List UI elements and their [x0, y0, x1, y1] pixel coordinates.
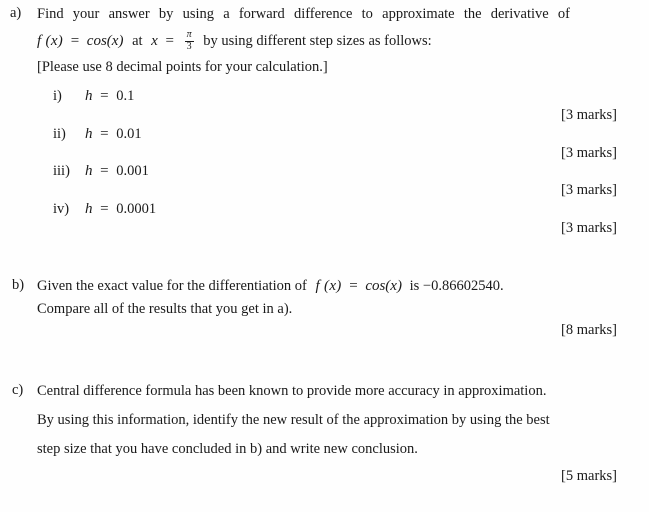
step-size-symbol: h	[85, 88, 93, 104]
sub-item-i-body	[85, 88, 134, 104]
fraction-numerator: π	[186, 29, 192, 40]
sub-item-iv-body	[85, 201, 156, 217]
marks-a-i: [3 marks]	[561, 107, 617, 123]
question-a-line1: Find your answer by using a forward difference to approximate the derivative of	[37, 6, 570, 22]
question-c-line2: By using this information, identify the new result of the approximation by using the best	[37, 412, 550, 428]
sub-item-ii-body	[85, 126, 142, 142]
marks-b: [8 marks]	[561, 322, 617, 338]
sub-item-iii-body	[85, 163, 149, 179]
fraction-pi-over-3	[185, 30, 194, 52]
marks-a-iii: [3 marks]	[561, 182, 617, 198]
question-b-line1-pre: Given the exact value for the differentiation of	[37, 278, 307, 294]
equals-sign-2: =	[165, 33, 174, 49]
sub-item-iii	[53, 163, 149, 180]
sub-item-ii	[53, 126, 142, 143]
question-b-body	[37, 278, 619, 318]
question-a	[0, 6, 649, 76]
question-a-label: a)	[10, 5, 22, 21]
equals-sign: =	[100, 201, 109, 217]
equals-sign: =	[70, 33, 80, 49]
marks-a-ii: [3 marks]	[561, 145, 617, 161]
question-a-line3: [Please use 8 decimal points for your calculation.]	[37, 59, 328, 76]
sub-item-ii-numeral: ii)	[53, 126, 66, 142]
question-c-label: c)	[12, 382, 24, 398]
function-fx: f (x)	[315, 278, 342, 294]
question-a-line2-tail: by using different step sizes as follows:	[203, 33, 432, 49]
question-a-line2	[37, 30, 619, 52]
marks-a-iv: [3 marks]	[561, 220, 617, 236]
function-fx: f (x)	[37, 33, 64, 49]
step-size-value: 0.01	[116, 126, 142, 142]
sub-item-i	[53, 88, 134, 105]
step-size-symbol: h	[85, 201, 93, 217]
sub-item-iv	[53, 201, 156, 218]
question-b-line1	[37, 278, 619, 295]
equals-sign: =	[100, 126, 109, 142]
equals-sign: =	[349, 278, 358, 294]
fraction-denominator: 3	[186, 41, 192, 53]
step-size-symbol: h	[85, 126, 93, 142]
step-size-symbol: h	[85, 163, 93, 179]
cosine-expression: cos(x)	[86, 33, 124, 49]
marks-c: [5 marks]	[561, 468, 617, 484]
equals-sign: =	[100, 163, 109, 179]
question-c-line3: step size that you have concluded in b) and write new conclusion.	[37, 441, 418, 457]
variable-x: x	[151, 33, 158, 49]
sub-item-i-numeral: i)	[53, 88, 62, 104]
step-size-value: 0.1	[116, 88, 135, 104]
sub-item-iv-numeral: iv)	[53, 201, 70, 217]
step-size-value: 0.001	[116, 163, 149, 179]
question-a-body	[37, 6, 619, 76]
exact-value-text: is −0.86602540.	[409, 278, 504, 294]
question-c-body	[37, 383, 619, 458]
sub-item-iii-numeral: iii)	[53, 163, 70, 179]
question-c-line1: Central difference formula has been known to provide more accuracy in approximation.	[37, 383, 547, 399]
question-b-label: b)	[12, 277, 25, 293]
question-c	[0, 383, 649, 458]
question-b-line2: Compare all of the results that you get in a).	[37, 301, 293, 317]
question-b	[0, 278, 649, 318]
equals-sign: =	[100, 88, 109, 104]
step-size-value: 0.0001	[116, 201, 157, 217]
at-word: at	[132, 33, 143, 49]
cosine-expression: cos(x)	[365, 278, 402, 294]
